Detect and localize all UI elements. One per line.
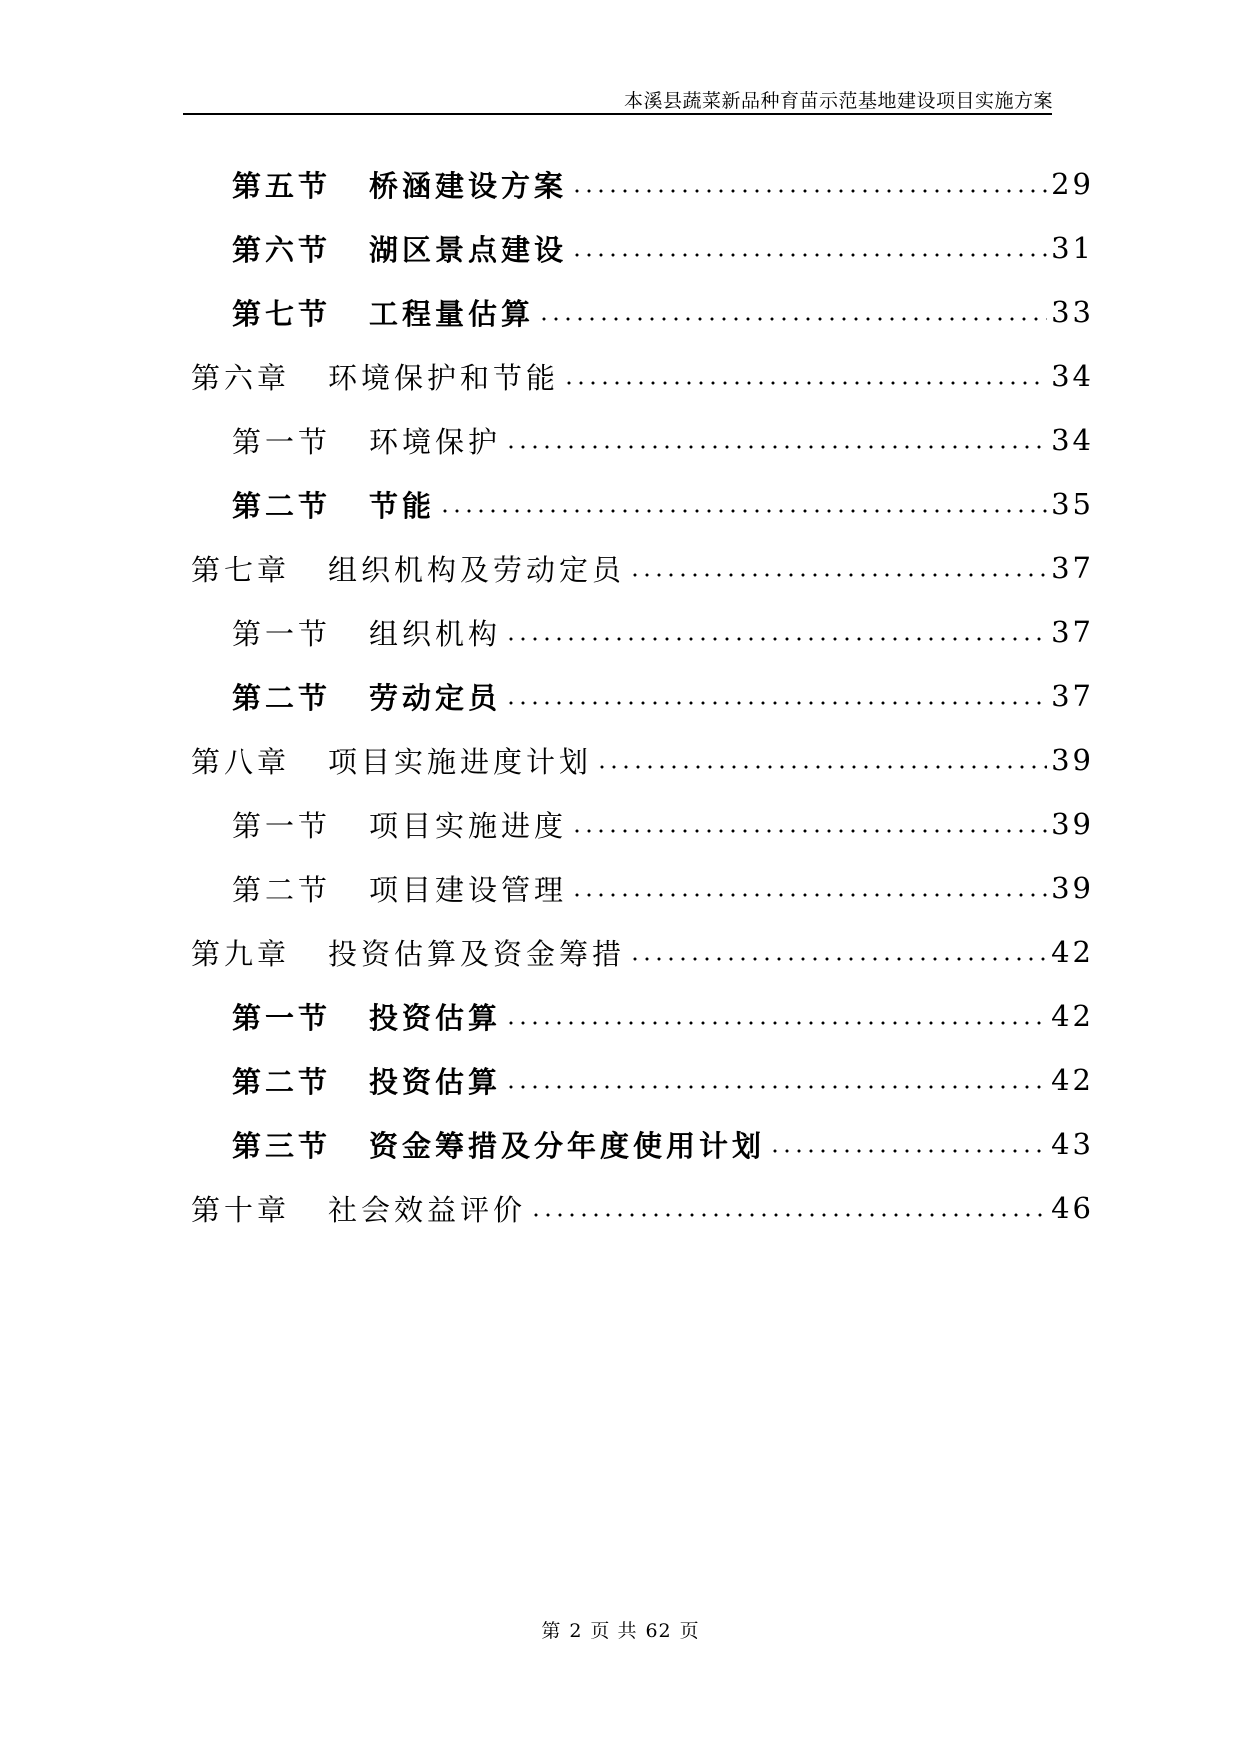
toc-entry-number: 第十章 xyxy=(191,1192,291,1227)
toc-entry-page: 34 xyxy=(1051,359,1094,393)
toc-entry-number: 第二节 xyxy=(232,1064,332,1099)
toc-entry[interactable] xyxy=(0,1048,1241,1112)
toc-leader-dots xyxy=(571,828,1047,834)
toc-entry[interactable] xyxy=(0,280,1241,344)
toc-entry-page: 42 xyxy=(1051,1063,1094,1097)
toc-leader-dots xyxy=(505,636,1047,642)
toc-entry-number: 第二节 xyxy=(232,872,332,907)
toc-entry[interactable] xyxy=(0,152,1241,216)
footer-current-page: 2 xyxy=(569,1620,583,1642)
footer-total-pages: 62 xyxy=(645,1620,672,1642)
toc-entry-title: 环境保护 xyxy=(369,424,502,459)
toc-entry-page: 37 xyxy=(1051,615,1094,649)
toc-entry-page: 37 xyxy=(1051,679,1094,713)
toc-entry-title: 组织机构及劳动定员 xyxy=(328,552,626,587)
toc-entry-title: 投资估算 xyxy=(369,1000,502,1035)
toc-entry[interactable] xyxy=(0,664,1241,728)
toc-entry-page: 39 xyxy=(1051,743,1094,777)
toc-entry-title: 项目实施进度计划 xyxy=(328,744,593,779)
toc-entry-number: 第九章 xyxy=(191,936,291,971)
toc-entry-page: 46 xyxy=(1051,1191,1094,1225)
toc-entry-page: 31 xyxy=(1051,231,1094,265)
toc-entry-number: 第六节 xyxy=(232,232,332,267)
footer-prefix: 第 xyxy=(541,1620,562,1642)
toc-entry-title: 项目实施进度 xyxy=(369,808,568,843)
toc-entry-number: 第一节 xyxy=(232,1000,332,1035)
toc-leader-dots xyxy=(563,380,1047,386)
toc-leader-dots xyxy=(439,508,1047,514)
toc-entry-title: 湖区景点建设 xyxy=(369,232,568,267)
toc-entry[interactable] xyxy=(0,216,1241,280)
footer-suffix: 页 xyxy=(679,1620,700,1642)
toc-entry-page: 35 xyxy=(1051,487,1094,521)
toc-leader-dots xyxy=(571,188,1047,194)
toc-entry-number: 第八章 xyxy=(191,744,291,779)
toc-entry-page: 42 xyxy=(1051,935,1094,969)
toc-entry-title: 工程量估算 xyxy=(369,296,535,331)
toc-entry[interactable] xyxy=(0,600,1241,664)
toc-entry[interactable] xyxy=(0,472,1241,536)
toc-entry-page: 37 xyxy=(1051,551,1094,585)
toc-entry[interactable] xyxy=(0,344,1241,408)
toc-entry-title: 投资估算 xyxy=(369,1064,502,1099)
toc-entry[interactable] xyxy=(0,1112,1241,1176)
toc-entry-number: 第七节 xyxy=(232,296,332,331)
toc-entry-page: 39 xyxy=(1051,807,1094,841)
toc-entry[interactable] xyxy=(0,728,1241,792)
page-footer xyxy=(0,1616,1241,1643)
toc-entry[interactable] xyxy=(0,1176,1241,1240)
toc-leader-dots xyxy=(629,572,1047,578)
toc-entry-page: 42 xyxy=(1051,999,1094,1033)
toc-leader-dots xyxy=(505,1020,1047,1026)
toc-entry[interactable] xyxy=(0,536,1241,600)
toc-leader-dots xyxy=(629,956,1047,962)
toc-entry-number: 第二节 xyxy=(232,680,332,715)
toc-entry[interactable] xyxy=(0,984,1241,1048)
footer-middle: 页 共 xyxy=(590,1620,638,1642)
toc-entry-number: 第五节 xyxy=(232,168,332,203)
toc-leader-dots xyxy=(505,700,1047,706)
toc-entry-page: 29 xyxy=(1051,167,1094,201)
header-divider xyxy=(183,113,1052,115)
toc-entry-page: 43 xyxy=(1051,1127,1094,1161)
toc-entry-title: 节能 xyxy=(369,488,436,523)
toc-entry-title: 资金筹措及分年度使用计划 xyxy=(369,1128,766,1163)
toc-entry-title: 组织机构 xyxy=(369,616,502,651)
toc-leader-dots xyxy=(530,1212,1047,1218)
toc-entry-number: 第二节 xyxy=(232,488,332,523)
toc-entry[interactable] xyxy=(0,792,1241,856)
toc-entry-number: 第一节 xyxy=(232,424,332,459)
toc-entry-number: 第七章 xyxy=(191,552,291,587)
toc-entry[interactable] xyxy=(0,408,1241,472)
toc-leader-dots xyxy=(571,252,1047,258)
toc-entry-title: 桥涵建设方案 xyxy=(369,168,568,203)
toc-entry[interactable] xyxy=(0,920,1241,984)
toc-entry-title: 社会效益评价 xyxy=(328,1192,527,1227)
toc-entry-title: 环境保护和节能 xyxy=(328,360,560,395)
toc-entry[interactable] xyxy=(0,856,1241,920)
toc-leader-dots xyxy=(538,316,1047,322)
toc-entry-number: 第一节 xyxy=(232,616,332,651)
toc-entry-number: 第三节 xyxy=(232,1128,332,1163)
toc-entry-page: 39 xyxy=(1051,871,1094,905)
toc-entry-title: 投资估算及资金筹措 xyxy=(328,936,626,971)
toc-entry-title: 劳动定员 xyxy=(369,680,502,715)
toc-entry-title: 项目建设管理 xyxy=(369,872,568,907)
toc-leader-dots xyxy=(505,444,1047,450)
document-title: 本溪县蔬菜新品种育苗示范基地建设项目实施方案 xyxy=(623,90,1053,112)
toc-leader-dots xyxy=(596,764,1047,770)
toc-leader-dots xyxy=(505,1084,1047,1090)
toc-entry-number: 第六章 xyxy=(191,360,291,395)
toc-entry-number: 第一节 xyxy=(232,808,332,843)
toc-entry-page: 33 xyxy=(1051,295,1094,329)
toc-entry-page: 34 xyxy=(1051,423,1094,457)
toc-leader-dots xyxy=(769,1148,1047,1154)
toc-leader-dots xyxy=(571,892,1047,898)
